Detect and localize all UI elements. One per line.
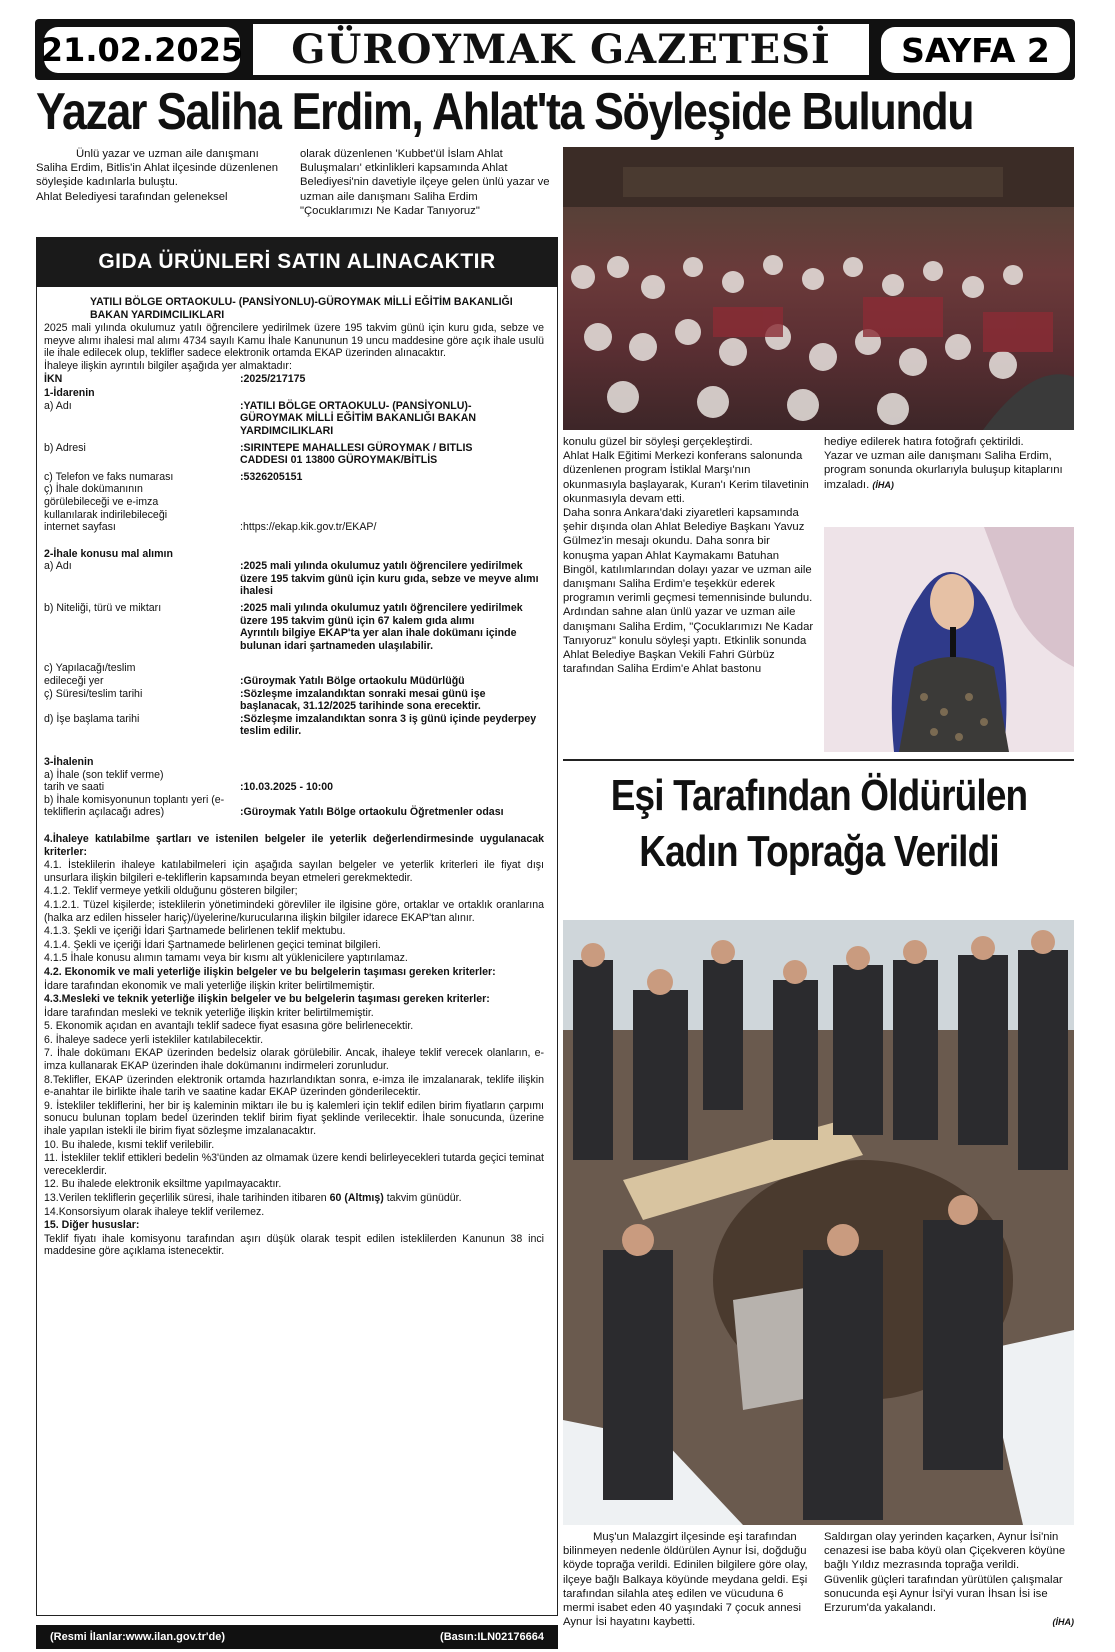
ad-section1: 1-İdarenin: [44, 387, 95, 400]
ad-row: [44, 769, 544, 794]
ad-row-value: :SIRINTEPE MAHALLESI GÜROYMAK / BITLIS CADDESI 01 13800 GÜROYMAK/BİTLİS: [240, 441, 473, 467]
article2-paragraph: Muş'un Malazgirt ilçesinde eşi tarafından bilinmeyen nedenle öldürülen Aynur İsi, doğduğu köyde toprağa verildi. Edinilen bilgilere göre olay, ilçeye bağlı Balkaya köyünde meydana geldi. Eşi tarafından silahla ateş edilen ve vücuduna 6 mermi isabet eden 40 yaşındaki 7 çocuk annesi Aynur İsi hayatını kaybetti.: [563, 1531, 808, 1629]
ad-row-value: :Sözleşme imzalandıktan sonraki mesai günü işe başlanacak, 31.12/2025 tarihinde sona erecektir.: [240, 687, 486, 713]
article1-paragraph: Ahlat Halk Eğitimi Merkezi konferans salonunda düzenlenen program İstiklal Marşı'nın okunmasıyla başlayarak, Kuran'ı Kerim tilavetinin okunmasıyla devam etti.: [563, 450, 809, 505]
audience-photo-art: [563, 147, 1074, 430]
ad-p6: 6. İhaleye sadece yerli istekliler katılabilecektir.: [44, 1033, 264, 1046]
ad-row-value: :2025 mali yılında okulumuz yatılı öğrencilere yedirilmek üzere 195 takvim günü için kuru gıda, sebze ve meyve alımı ihalesi: [240, 560, 539, 598]
article2-paragraph: Saldırgan olay yerinden kaçarken, Aynur İsi'nin cenazesi ise baba köyü olan Çiçekveren köyüne bağlı Yıldız mezrasında toprağa verildi.: [824, 1531, 1066, 1572]
article2-headline-line1: Eşi Tarafından Öldürülen: [610, 771, 1028, 820]
ad-p15t: Teklif fiyatı ihale komisyonu tarafından aşırı düşük olarak tespit edilen isteklilerden Kanunun 38 inci maddesine göre açıklama istenecektir.: [44, 1232, 544, 1258]
ad-row: [44, 794, 544, 819]
ad-p4121: 4.1.2.1. Tüzel kişilerde; isteklilerin yönetimindeki görevliler ile ilgisine göre, ortaklar ve ortaklık oranlarına (halka arz edilen hisseler hariç)/üyelerine/kurucularına ilişkin bilgiler idarece EKAP'tan alınır.: [44, 898, 544, 924]
ad-body: 2025 mali yılında okulumuz yatılı öğrencilere yedirilmek üzere 195 takvim günü için kuru gıda, sebze ve meyve alımı ihalesi mal alımı 4734 sayılı Kamu İhale Kanununun 19 uncu maddesine göre açık ihale usulü ile ihale edilecek olup, teklifler sadece elektronik ortamda EKAP üzerinden alınacaktır.: [44, 322, 544, 360]
ad-p413: 4.1.3. Şekli ve içeriği İdari Şartnamede belirlenen teklif mektubu.: [44, 925, 346, 938]
article2-headline-line2: Kadın Toprağa Verildi: [639, 827, 999, 876]
ad-title: YATILI BÖLGE ORTAOKULU- (PANSİYONLU)-GÜROYMAK MİLLİ EĞİTİM BAKANLIĞI BAKAN YARDIMCILIKLARI: [90, 296, 513, 321]
ad-content: [44, 296, 544, 1258]
ad-row-label: c) Yapılacağı/teslim edileceği yer: [44, 662, 136, 688]
article2-col5: [563, 1530, 815, 1629]
ad-ikn-value: :2025/217175: [240, 372, 306, 385]
audience-photo: [563, 147, 1074, 430]
ad-row-label: ç) İhale dokümanının görülebileceği ve e-imza kullanılarak indirilebileceği internet sayfası: [44, 483, 168, 534]
ad-p15: 15. Diğer hususlar:: [44, 1219, 140, 1232]
ad-body2: İhaleye ilişkin ayrıntılı bilgiler aşağıda yer almaktadır:: [44, 359, 292, 372]
ad-row-value: :YATILI BÖLGE ORTAOKULU- (PANSİYONLU)-GÜROYMAK MİLLİ EĞİTİM BAKANLIĞI BAKAN YARDIMCILIKLARI: [240, 399, 476, 437]
ad-row: [44, 560, 544, 598]
ad-p9: 9. İstekliler tekliflerini, her bir iş kaleminin miktarı ile bu iş kalemleri için teklif edilen birim fiyatların çarpımı sonucu bulunan toplam bedel üzerinden teklif birim fiyat şeklinde verilecektir. İhale sonucunda, üzerine ihale yapılan istekli ile birim fiyat sözleşme imzalanacaktır.: [44, 1099, 544, 1138]
ad-p7: 7. İhale dokümanı EKAP üzerinden bedelsiz olarak görülebilir. Ancak, ihaleye teklif verecek olanların, e-imza kullanarak EKAP üzerinden ihale dokümanını indirmeleri zorunludur.: [44, 1047, 544, 1073]
ad-p41: 4.1. İsteklilerin ihaleye katılabilmeleri için aşağıda sayılan belgeler ve yeterlik kriterleri ile fiyat dışı unsurlara ilişkin bilgileri e-tekliflerin kapsamında beyan etmeleri gerekmektedir.: [44, 859, 544, 884]
ad-p13: [44, 1192, 544, 1205]
speaker-photo: [824, 527, 1074, 752]
article2-col6: [824, 1530, 1074, 1629]
funeral-photo: [563, 920, 1074, 1525]
ad-row-label: ç) Süresi/teslim tarihi: [44, 687, 143, 700]
ad-row-label: a) İhale (son teklif verme) tarih ve saati: [44, 768, 164, 794]
ad-section2: 2-İhale konusu mal alımın: [44, 547, 173, 560]
ad-p43: 4.3.Mesleki ve teknik yeterliğe ilişkin belgeler ve bu belgelerin taşıması gereken kriterler:: [44, 993, 490, 1006]
article2-paragraph: Güvenlik güçleri tarafından yürütülen çalışmalar sonucunda eşi Aynur İsi'yi vuran İhsan İsi ise Erzurum'da yakalandı.: [824, 1573, 1063, 1615]
article2-credit: (İHA): [1052, 1617, 1074, 1628]
ad-row-label: b) İhale komisyonunun toplantı yeri (e-tekliflerin açılacağı adres): [44, 793, 225, 819]
ad-footer: [36, 1625, 558, 1649]
ad-p415: 4.1.5 İhale konusu alımın tamamı veya bir kısmı alt yüklenicilere yaptırılamaz.: [44, 952, 408, 965]
ad-row-value: :2025 mali yılında okulumuz yatılı öğrencilere yedirilmek üzere 195 takvim günü için 67 kalem gıda alımı: [240, 602, 523, 627]
ad-p42t: İdare tarafından ekonomik ve mali yeterliğe ilişkin kriter belirtilmemiştir.: [44, 979, 375, 992]
ad-row-label: a) Adı: [44, 560, 72, 573]
ad-p14: 14.Konsorsiyum olarak ihaleye teklif verilemez.: [44, 1205, 265, 1218]
ad-ikn-label: İKN: [44, 372, 63, 385]
ad-row-label: a) Adı: [44, 399, 72, 412]
article1-paragraph-text: Yazar ve uzman aile danışmanı Saliha Erdim, program sonunda okurlarıyla buluşup kitaplarını imzaladı.: [824, 450, 1063, 491]
ad-row-value: :Sözleşme imzalandıktan sonra 3 iş günü içinde peyderpey teslim edilir.: [240, 712, 537, 738]
ad-row-label: c) Telefon ve faks numarası: [44, 470, 174, 483]
article1-col3: [563, 435, 815, 676]
article1-intro-col2: olarak düzenlenen 'Kubbet'ül İslam Ahlat Buluşmaları' etkinlikleri kapsamında Ahlat Belediyesi'nin davetiyle ilçeye gelen ünlü yazar ve uzman aile danışmanı Saliha Erdim "Çocuklarımızı Ne Kadar Tanıyoruz": [300, 148, 550, 217]
issue-date: 21.02.2025: [44, 27, 240, 73]
article1-intro-col1: [36, 147, 286, 204]
ad-ikn-row: [44, 373, 544, 386]
speaker-photo-art: [824, 527, 1074, 752]
article2-headline: [604, 768, 1034, 880]
ad-p42: 4.2. Ekonomik ve mali yeterliğe ilişkin belgeler ve bu belgelerin taşıması gereken kriterler:: [44, 965, 496, 978]
page-number: SAYFA 2: [881, 27, 1070, 73]
ad-p43t: İdare tarafından mesleki ve teknik yeterliğe ilişkin kriter belirtilmemiştir.: [44, 1006, 374, 1019]
ad-p4: 4.İhaleye katılabilme şartları ve istenilen belgeler ile yeterlik değerlendirmesinde uygulanacak kriterler:: [44, 832, 544, 858]
article1-headline: Yazar Saliha Erdim, Ahlat'ta Söyleşide Bulundu: [36, 83, 974, 141]
ad-footer-left: (Resmi İlanlar:www.ilan.gov.tr'de): [50, 1631, 225, 1643]
ad-row: [44, 662, 544, 687]
ad-row-value-group: [240, 602, 544, 652]
ad-heading: GIDA ÜRÜNLERİ SATIN ALINACAKTIR: [36, 237, 558, 287]
ad-row-value: :10.03.2025 - 10:00: [240, 781, 334, 794]
ad-row-value: :Güroymak Yatılı Bölge ortaokulu Müdürlüğü: [240, 675, 465, 688]
article1-paragraph: hediye edilerek hatıra fotoğrafı çektirildi.: [824, 436, 1024, 448]
article1-col4: [824, 435, 1074, 492]
ad-p13-days: 60 (Altmış): [329, 1192, 384, 1204]
article1-paragraph: Daha sonra Ankara'daki ziyaretleri kapsamında şehir dışında olan Ahlat Belediye Başkanı Yavuz Gülmez'in mesajı okundu. Daha sonra bir konuşma yapan Ahlat Kaymakamı Batuhan Bingöl, katılımlarından dolayı yazar ve uzman aile danışmanı Saliha Erdim'e teşekkür ederek programın verimli geçmesi temennisinde bulundu.: [563, 507, 813, 605]
ad-row: [44, 483, 544, 533]
ad-row-label: b) Niteliği, türü ve miktarı: [44, 602, 162, 615]
ad-p12: 12. Bu ihalede elektronik eksiltme yapılmayacaktır.: [44, 1178, 282, 1191]
ad-p5: 5. Ekonomik açıdan en avantajlı teklif sadece fiyat esasına göre belirlenecektir.: [44, 1020, 414, 1033]
ad-row: [44, 471, 544, 484]
ad-p414: 4.1.4. Şekli ve içeriği İdari Şartnamede belirlenen geçici teminat bilgileri.: [44, 938, 381, 951]
article1-paragraph: Ünlü yazar ve uzman aile danışmanı Saliha Erdim, Bitlis'in Ahlat ilçesinde düzenlenen söyleşide kadınlarla buluştu.: [36, 148, 279, 189]
ad-row: [44, 442, 544, 467]
ad-row: [44, 602, 544, 652]
ad-p412: 4.1.2. Teklif vermeye yetkili olduğunu gösteren bilgiler;: [44, 885, 298, 898]
ad-row-label: d) İşe başlama tarihi: [44, 712, 140, 725]
ad-p10: 10. Bu ihalede, kısmi teklif verilebilir.: [44, 1138, 215, 1151]
article1-paragraph: Ahlat Belediyesi tarafından geleneksel: [36, 190, 228, 203]
ad-p13-unit: takvim günüdür.: [386, 1192, 462, 1204]
ad-row: [44, 400, 544, 438]
ad-row: [44, 713, 544, 738]
article1-credit: (İHA): [872, 479, 894, 490]
ad-footer-right: (Basın:ILN02176664: [440, 1631, 544, 1643]
ad-section3: 3-İhalenin: [44, 756, 94, 768]
ad-row-value: :5326205151: [240, 470, 303, 483]
ad-row-extra: Ayrıntılı bilgiye EKAP'ta yer alan ihale dokümanı içinde bulunan idari şartnameden ulaşılabilir.: [240, 627, 517, 652]
article1-paragraph: Ardından sahne alan ünlü yazar ve uzman aile danışmanı Saliha Erdim, "Çocuklarımızı Ne Kadar Tanıyoruz" konulu söyleşi yaptı. Etkinlik sonunda Ahlat Belediye Başkan Vekili Fahri Gürbüz tarafından Saliha Erdim'e Ahlat bastonu: [563, 606, 814, 676]
article1-paragraph: [824, 449, 1074, 492]
ad-row: [44, 688, 544, 713]
section-divider: [563, 759, 1074, 761]
article1-paragraph: konulu güzel bir söyleşi gerçekleştirdi.: [563, 436, 753, 448]
newspaper-title: GÜROYMAK GAZETESİ: [253, 24, 869, 75]
ad-row-value: :https://ekap.kik.gov.tr/EKAP/: [240, 521, 377, 534]
funeral-photo-art: [563, 920, 1074, 1525]
ad-row-label: b) Adresi: [44, 441, 86, 454]
ad-p11: 11. İstekliler teklif ettikleri bedelin %3'ünden az olmamak üzere kendi belirleyecekleri tutarda geçici teminat vereceklerdir.: [44, 1152, 544, 1177]
ad-p13-text: 13.Verilen tekliflerin geçerlilik süresi, ihale tarihinden itibaren: [44, 1192, 327, 1204]
ad-row-value: :Güroymak Yatılı Bölge ortaokulu Öğretmenler odası: [240, 806, 504, 819]
ad-p8: 8.Teklifler, EKAP üzerinden elektronik ortamda hazırlandıktan sonra, e-imza ile imzalanarak, teklife ilişkin e-anahtar ile birlikte ihale tarih ve saatine kadar EKAP üzerinden gönderilecektir.: [44, 1073, 544, 1099]
